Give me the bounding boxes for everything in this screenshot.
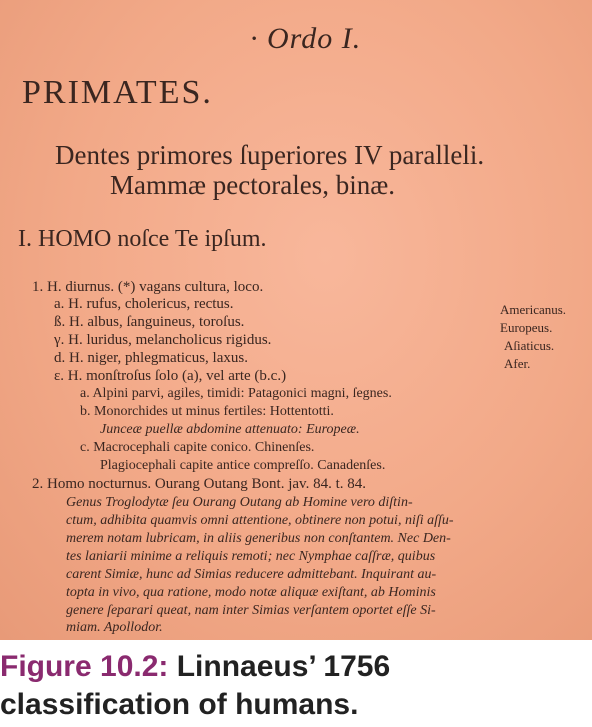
entry-rufus: a. H. rufus, cholericus, rectus. [54,296,234,312]
region-asiaticus: Aſiaticus. [504,338,555,353]
entry-luridus: γ. H. luridus, melancholicus rigidus. [54,332,272,348]
region-afer: Afer. [504,356,531,371]
genus-heading: I. HOMO noſce Te ipſum. [18,226,267,252]
entry-diurnus: 1. H. diurnus. (*) vagans cultura, loco. [32,279,264,295]
paragraph-line: topta in vivo, qua ratione, modo notæ aliquæ exiſtant, ab Hominis [66,585,436,600]
paragraph-line: genere ſeparari queat, nam inter Simias verſantem oportet eſſe Si- [66,603,436,618]
ordo-heading: · Ordo I. [250,22,362,55]
teeth-line: Dentes primores ſuperiores IV paralleli. [55,140,485,170]
paragraph-line: carent Simiæ, hunc ad Simias reducere admittebant. Inquirant au- [66,567,437,582]
order-title: PRIMATES. [22,74,213,111]
caption-text-line2: classification of humans. [0,688,359,721]
paragraph-line: ctum, adhibita quamvis omni attentione, obtinere non potui, niſi aſſu- [66,513,454,528]
entry-nocturnus: 2. Homo nocturnus. Ourang Outang Bont. jav. 84. t. 84. [32,476,366,492]
paragraph-line: miam. Apollodor. [66,620,163,635]
figure-caption [0,648,592,724]
region-americanus: Americanus. [500,302,567,317]
region-europeus: Europeus. [500,320,553,335]
mammae-line: Mammæ pectorales, binæ. [110,170,395,200]
paragraph-line: Genus Troglodytæ ſeu Ourang Outang ab Homine vero diſtin- [66,495,413,510]
entry-plagiocephali: Plagiocephali capite antice compreſſo. Canadenſes. [100,458,386,473]
paragraph-line: tes laniarii minime a reliquis remoti; nec Nymphae caſſræ, quibus [66,549,436,564]
entry-junceae: Junceæ puellæ abdomine attenuato: Europeæ. [100,422,360,437]
paragraph-line: merem notam lubricam, in aliis generibus non conſtantem. Nec Den- [66,531,451,546]
entry-macrocephali: c. Macrocephali capite conico. Chinenſes. [80,440,315,455]
caption-text-line1: Linnaeus’ 1756 [168,650,391,683]
entry-albus: ß. H. albus, ſanguineus, toroſus. [54,314,245,330]
entry-niger: d. H. niger, phlegmaticus, laxus. [54,350,248,366]
caption-label: Figure 10.2: [0,650,169,683]
entry-alpini: a. Alpini parvi, agiles, timidi: Patagonici magni, ſegnes. [80,386,392,401]
entry-monstrosus: ε. H. monſtroſus ſolo (a), vel arte (b.c.) [54,368,287,384]
entry-monorchides: b. Monorchides ut minus fertiles: Hottentotti. [80,404,334,419]
